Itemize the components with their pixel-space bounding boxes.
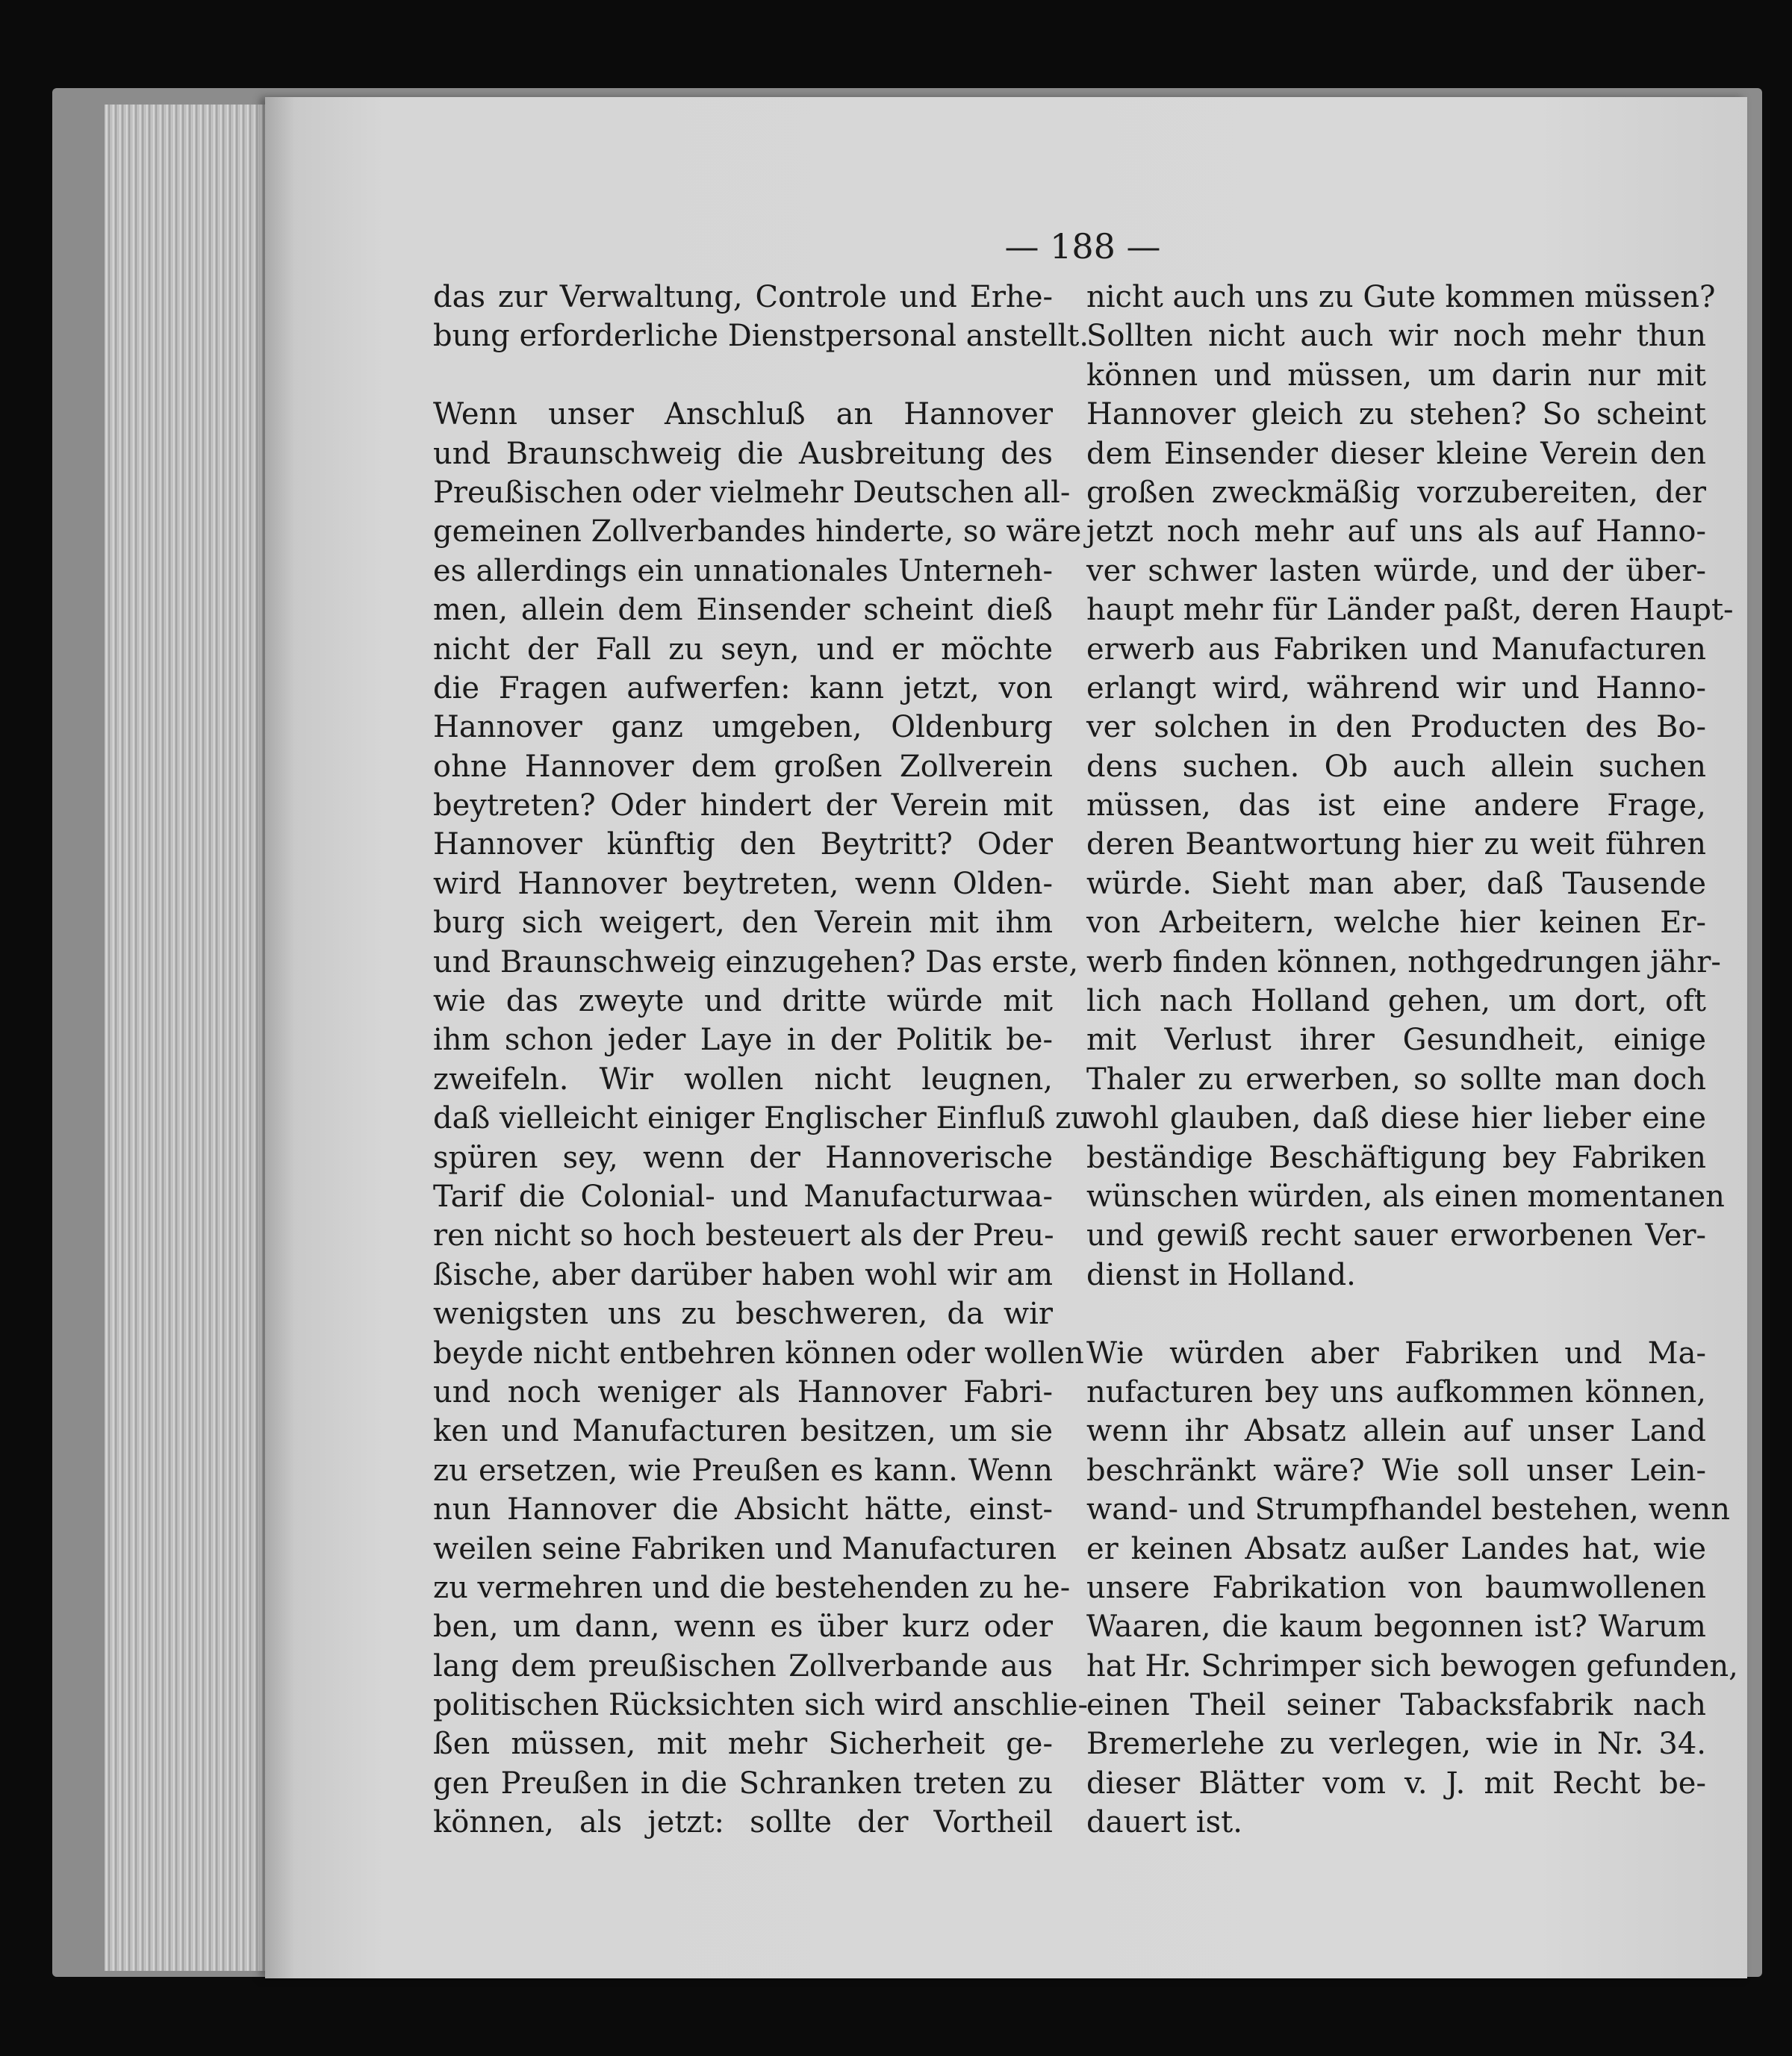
text-line: dienst in Holland. bbox=[1086, 1257, 1356, 1292]
text-line: ben, um dann, wenn es über kurz oder bbox=[433, 1610, 1053, 1645]
text-line: von Arbeitern, welche hier keinen Er- bbox=[1086, 906, 1706, 941]
text-line: erlangt wird, während wir und Hanno- bbox=[1086, 670, 1706, 705]
text-line: können, als jetzt: sollte der Vortheil bbox=[433, 1805, 1053, 1840]
text-line: politischen Rücksichten sich wird anschlie- bbox=[433, 1688, 1088, 1723]
text-line: weilen seine Fabriken und Manufacturen bbox=[433, 1531, 1057, 1566]
text-line: zu vermehren und die bestehenden zu he- bbox=[433, 1570, 1071, 1605]
text-line: Tarif die Colonial- und Manufacturwaa- bbox=[433, 1179, 1053, 1214]
text-line: nun Hannover die Absicht hätte, einst- bbox=[433, 1492, 1053, 1527]
text-line: wand- und Strumpfhandel bestehen, wenn bbox=[1086, 1492, 1730, 1527]
text-line: wohl glauben, daß diese hier lieber eine bbox=[1086, 1101, 1706, 1136]
text-line: müssen, das ist eine andere Frage, bbox=[1086, 788, 1706, 823]
text-line: men, allein dem Einsender scheint dieß bbox=[433, 593, 1053, 628]
text-line: ihm schon jeder Laye in der Politik be- bbox=[433, 1023, 1053, 1058]
text-line: und Braunschweig einzugehen? Das erste, bbox=[433, 944, 1079, 979]
text-line: einen Theil seiner Tabacksfabrik nach bbox=[1086, 1688, 1706, 1723]
text-line: beytreten? Oder hindert der Verein mit bbox=[433, 788, 1053, 823]
text-line: und gewiß recht sauer erworbenen Ver- bbox=[1086, 1218, 1706, 1253]
text-line: beständige Beschäftigung bey Fabriken bbox=[1086, 1140, 1706, 1175]
text-line: ßen müssen, mit mehr Sicherheit ge- bbox=[433, 1727, 1053, 1762]
text-line: bung erforderliche Dienstpersonal anstellt. bbox=[433, 319, 1089, 354]
text-line: Sollten nicht auch wir noch mehr thun bbox=[1086, 319, 1706, 354]
text-line: ohne Hannover dem großen Zollverein bbox=[433, 749, 1053, 784]
text-line: dens suchen. Ob auch allein suchen bbox=[1086, 749, 1706, 784]
text-line: burg sich weigert, den Verein mit ihm bbox=[433, 906, 1053, 941]
text-line: nufacturen bey uns aufkommen können, bbox=[1086, 1374, 1706, 1409]
text-line: das zur Verwaltung, Controle und Erhe- bbox=[433, 280, 1053, 314]
text-line: Wie würden aber Fabriken und Ma- bbox=[1086, 1336, 1706, 1371]
text-line: gen Preußen in die Schranken treten zu bbox=[433, 1766, 1053, 1801]
text-line: deren Beantwortung hier zu weit führen bbox=[1086, 827, 1706, 862]
text-line: wie das zweyte und dritte würde mit bbox=[433, 984, 1053, 1019]
text-line: erwerb aus Fabriken und Manufacturen bbox=[1086, 632, 1706, 667]
text-line: wenn ihr Absatz allein auf unser Land bbox=[1086, 1414, 1706, 1449]
text-line: es allerdings ein unnationales Unterneh- bbox=[433, 553, 1053, 588]
text-line: Hannover ganz umgeben, Oldenburg bbox=[433, 710, 1053, 745]
text-line: nicht auch uns zu Gute kommen müssen? bbox=[1086, 280, 1716, 314]
text-line: wenigsten uns zu beschweren, da wir bbox=[433, 1297, 1053, 1332]
page-number: — 188 — bbox=[1004, 226, 1161, 267]
text-line: Hannover künftig den Beytritt? Oder bbox=[433, 827, 1053, 862]
text-line: Wenn unser Anschluß an Hannover bbox=[433, 397, 1053, 432]
text-line: großen zweckmäßig vorzubereiten, der bbox=[1086, 475, 1706, 510]
text-line: können und müssen, um darin nur mit bbox=[1086, 358, 1706, 393]
text-line: zu ersetzen, wie Preußen es kann. Wenn bbox=[433, 1453, 1053, 1488]
text-line: Preußischen oder vielmehr Deutschen all- bbox=[433, 475, 1071, 510]
text-line: Bremerlehe zu verlegen, wie in Nr. 34. bbox=[1086, 1727, 1706, 1762]
paragraph-gap bbox=[1086, 1295, 1706, 1333]
left-text-column bbox=[433, 278, 1090, 1842]
text-line: lich nach Holland gehen, um dort, oft bbox=[1086, 984, 1706, 1019]
text-line: unsere Fabrikation von baumwollenen bbox=[1086, 1570, 1706, 1605]
text-line: die Fragen aufwerfen: kann jetzt, von bbox=[433, 670, 1053, 705]
text-line: ken und Manufacturen besitzen, um sie bbox=[433, 1414, 1053, 1449]
text-line: dieser Blätter vom v. J. mit Recht be- bbox=[1086, 1766, 1706, 1801]
text-line: beschränkt wäre? Wie soll unser Lein- bbox=[1086, 1453, 1706, 1488]
text-line: er keinen Absatz außer Landes hat, wie bbox=[1086, 1531, 1706, 1566]
text-line: dauert ist. bbox=[1086, 1805, 1242, 1840]
text-line: zweifeln. Wir wollen nicht leugnen, bbox=[433, 1062, 1053, 1097]
text-line: hat Hr. Schrimper sich bewogen gefunden, bbox=[1086, 1648, 1738, 1683]
text-line: ren nicht so hoch besteuert als der Preu- bbox=[433, 1218, 1054, 1253]
text-line: nicht der Fall zu seyn, und er möchte bbox=[433, 632, 1053, 667]
text-line: spüren sey, wenn der Hannoverische bbox=[433, 1140, 1053, 1175]
text-line: mit Verlust ihrer Gesundheit, einige bbox=[1086, 1023, 1706, 1058]
text-line: Thaler zu erwerben, so sollte man doch bbox=[1086, 1062, 1706, 1097]
text-line: beyde nicht entbehren können oder wollen bbox=[433, 1336, 1084, 1371]
text-line: dem Einsender dieser kleine Verein den bbox=[1086, 436, 1706, 471]
text-line: ßische, aber darüber haben wohl wir am bbox=[433, 1257, 1053, 1292]
text-line: würde. Sieht man aber, daß Tausende bbox=[1086, 866, 1706, 901]
text-line: daß vielleicht einiger Englischer Einfluß zu bbox=[433, 1101, 1090, 1136]
text-line: und Braunschweig die Ausbreitung des bbox=[433, 436, 1053, 471]
right-text-column bbox=[1086, 278, 1738, 1842]
text-line: werb finden können, nothgedrungen jähr- bbox=[1086, 944, 1721, 979]
text-line: haupt mehr für Länder paßt, deren Haupt- bbox=[1086, 593, 1734, 628]
text-line: wird Hannover beytreten, wenn Olden- bbox=[433, 866, 1053, 901]
text-line: jetzt noch mehr auf uns als auf Hanno- bbox=[1086, 514, 1706, 549]
text-line: Hannover gleich zu stehen? So scheint bbox=[1086, 397, 1706, 432]
text-line: lang dem preußischen Zollverbande aus bbox=[433, 1648, 1053, 1683]
text-line: ver solchen in den Producten des Bo- bbox=[1086, 710, 1706, 745]
text-line: und noch weniger als Hannover Fabri- bbox=[433, 1374, 1053, 1409]
text-line: wünschen würden, als einen momentanen bbox=[1086, 1179, 1725, 1214]
page-edges bbox=[105, 105, 276, 1971]
text-line: ver schwer lasten würde, und der über- bbox=[1086, 553, 1706, 588]
text-line: Waaren, die kaum begonnen ist? Warum bbox=[1086, 1610, 1706, 1645]
text-line: gemeinen Zollverbandes hinderte, so wäre bbox=[433, 514, 1082, 549]
paragraph-gap bbox=[433, 356, 1053, 395]
